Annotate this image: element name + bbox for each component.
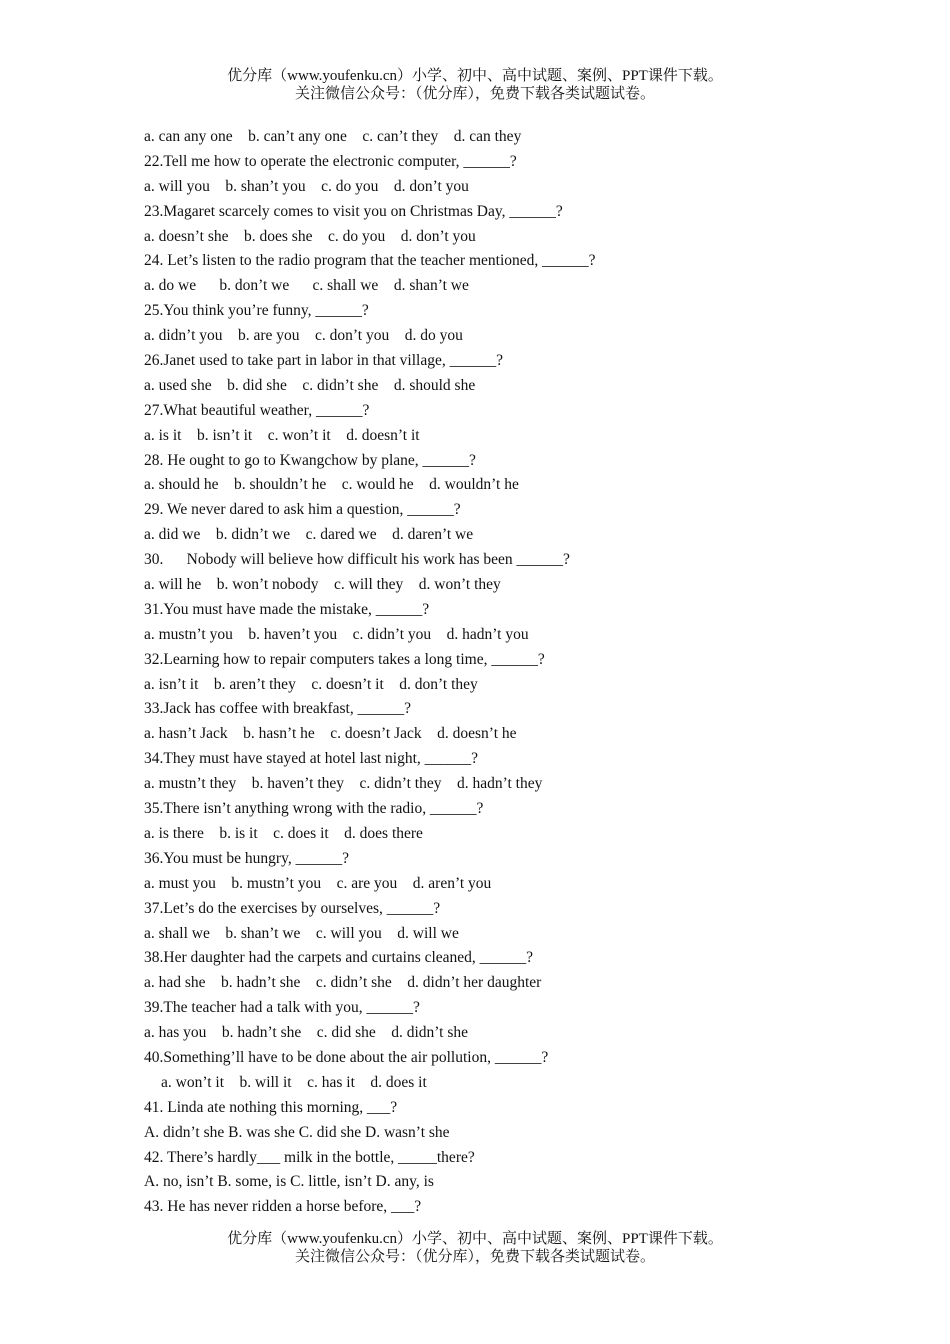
document-body [144, 125, 844, 1220]
options-line: a. isn’t it b. aren’t they c. doesn’t it d. don’t they [144, 675, 478, 693]
question-line: 22.Tell me how to operate the electronic computer, ______? [144, 152, 517, 170]
options-line: a. do we b. don’t we c. shall we d. shan’t we [144, 277, 469, 295]
question-line: 27.What beautiful weather, ______? [144, 401, 370, 419]
options-line: a. did we b. didn’t we c. dared we d. daren’t we [144, 526, 474, 544]
options-line: A. didn’t she B. was she C. did she D. wasn’t she [144, 1123, 450, 1141]
options-line: a. mustn’t you b. haven’t you c. didn’t you d. hadn’t you [144, 625, 529, 643]
question-line: 34.They must have stayed at hotel last night, ______? [144, 750, 479, 768]
question-line: 33.Jack has coffee with breakfast, ______? [144, 700, 411, 718]
options-line: a. will he b. won’t nobody c. will they d. won’t they [144, 576, 501, 594]
question-line: 40.Something’ll have to be done about the air pollution, ______? [144, 1048, 549, 1066]
footer-line-2: 关注微信公众号：（优分库），免费下载各类试题试卷。 [294, 1249, 655, 1265]
header-line-2: 关注微信公众号：（优分库），免费下载各类试题试卷。 [294, 86, 655, 102]
options-line: A. no, isn’t B. some, is C. little, isn’t D. any, is [144, 1173, 434, 1191]
options-line: a. is it b. isn’t it c. won’t it d. doesn’t it [144, 426, 420, 444]
header-line-1: 优分库（www.youfenku.cn）小学、初中、高中试题、案例、PPT课件下载。 [227, 68, 723, 84]
options-line: a. shall we b. shan’t we c. will you d. will we [144, 924, 459, 942]
options-line: a. is there b. is it c. does it d. does there [144, 824, 423, 842]
page-header [0, 67, 950, 103]
question-line: 42. There’s hardly___ milk in the bottle, _____there? [144, 1148, 475, 1166]
options-line: a. has you b. hadn’t she c. did she d. didn’t she [144, 1024, 469, 1042]
options-line: a. must you b. mustn’t you c. are you d. aren’t you [144, 874, 492, 892]
question-line: 28. He ought to go to Kwangchow by plane, ______? [144, 451, 476, 469]
text-line: a. can any one b. can’t any one c. can’t they d. can they [144, 128, 522, 145]
question-line: 38.Her daughter had the carpets and curtains cleaned, ______? [144, 949, 534, 967]
options-line: a. will you b. shan’t you c. do you d. don’t you [144, 177, 469, 195]
options-line: a. had she b. hadn’t she c. didn’t she d. didn’t her daughter [144, 974, 542, 992]
question-line: 24. Let’s listen to the radio program that the teacher mentioned, ______? [144, 252, 596, 270]
question-line: 23.Magaret scarcely comes to visit you on Christmas Day, ______? [144, 202, 563, 220]
options-line: a. hasn’t Jack b. hasn’t he c. doesn’t Jack d. doesn’t he [144, 725, 517, 743]
question-line: 30. Nobody will believe how difficult his work has been ______? [144, 551, 570, 569]
question-line: 25.You think you’re funny, ______? [144, 302, 369, 320]
question-line: 35.There isn’t anything wrong with the radio, ______? [144, 800, 484, 818]
question-line: 29. We never dared to ask him a question, ______? [144, 501, 461, 519]
options-line: a. doesn’t she b. does she c. do you d. don’t you [144, 227, 476, 245]
question-line: 37.Let’s do the exercises by ourselves, ______? [144, 899, 441, 917]
question-line: 39.The teacher had a talk with you, ______? [144, 999, 420, 1017]
question-line: 26.Janet used to take part in labor in that village, ______? [144, 352, 503, 370]
question-line: 41. Linda ate nothing this morning, ___? [144, 1098, 398, 1116]
question-line: 32.Learning how to repair computers takes a long time, ______? [144, 650, 545, 668]
question-line: 36.You must be hungry, ______? [144, 849, 349, 867]
footer-line-1: 优分库（www.youfenku.cn）小学、初中、高中试题、案例、PPT课件下载。 [227, 1231, 723, 1247]
question-line: 43. He has never ridden a horse before, ___? [144, 1198, 422, 1216]
options-line: a. won’t it b. will it c. has it d. does it [161, 1073, 427, 1091]
question-line: 31.You must have made the mistake, ______? [144, 600, 430, 618]
options-line: a. used she b. did she c. didn’t she d. should she [144, 376, 476, 394]
options-line: a. should he b. shouldn’t he c. would he d. wouldn’t he [144, 476, 519, 494]
options-line: a. mustn’t they b. haven’t they c. didn’t they d. hadn’t they [144, 775, 543, 793]
options-line: a. didn’t you b. are you c. don’t you d. do you [144, 327, 463, 345]
page-footer [0, 1230, 950, 1266]
